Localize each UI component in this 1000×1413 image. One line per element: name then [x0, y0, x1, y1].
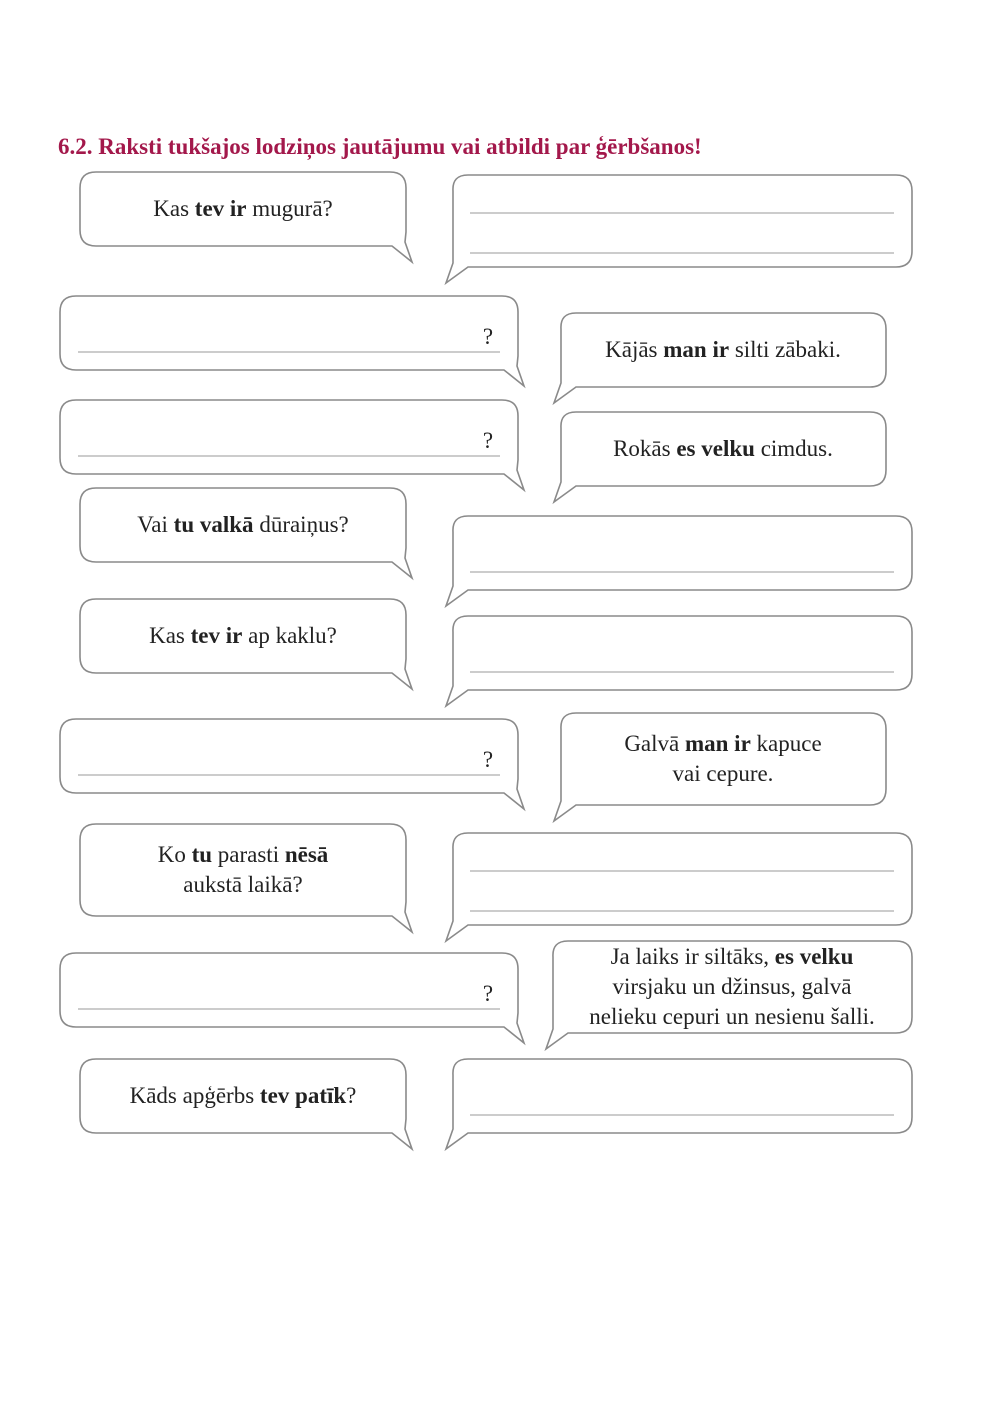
text-segment: Kājās	[605, 337, 664, 362]
text-segment: mugurā?	[246, 196, 333, 221]
speech-bubble	[446, 616, 912, 706]
bold-phrase: man ir	[684, 731, 751, 756]
text-segment: Kāds apģērbs	[129, 1083, 260, 1108]
bold-phrase: tev ir	[190, 623, 243, 648]
text-segment: kapuce	[750, 731, 822, 756]
speech-bubble	[60, 400, 524, 490]
bubble-text-line	[158, 840, 329, 870]
bubble-text	[80, 824, 406, 916]
bubble-text	[560, 713, 886, 805]
bold-phrase: es velku	[774, 944, 854, 969]
text-segment: Kas	[149, 623, 191, 648]
bubble-text	[80, 488, 406, 562]
text-segment: ?	[346, 1083, 357, 1108]
speech-bubble	[446, 1059, 912, 1149]
speech-bubble	[446, 833, 912, 941]
bubble-text-line	[153, 194, 332, 224]
text-segment: Ja laiks ir siltāks,	[610, 944, 775, 969]
speech-bubble	[446, 175, 912, 283]
speech-bubble	[60, 953, 524, 1043]
bold-phrase: tev ir	[194, 196, 247, 221]
bubble-text-line	[613, 434, 833, 464]
speech-bubble	[60, 719, 524, 809]
text-segment: dūraiņus?	[253, 512, 349, 537]
text-segment: ap kaklu?	[242, 623, 337, 648]
bubble-text	[552, 941, 912, 1033]
bubble-text	[80, 1059, 406, 1133]
bubble-text-line	[130, 1081, 357, 1111]
bold-phrase: man ir	[663, 337, 730, 362]
bubble-text-line	[137, 510, 348, 540]
bold-phrase: tu valkā	[173, 512, 254, 537]
bubble-text	[560, 313, 886, 387]
text-segment: nelieku cepuri un nesienu šalli.	[589, 1004, 875, 1029]
bold-phrase: tu	[191, 842, 213, 867]
text-segment: cimdus.	[754, 436, 833, 461]
bubble-text	[560, 412, 886, 486]
text-segment: Vai	[137, 512, 174, 537]
question-mark: ?	[482, 428, 494, 453]
bubble-text-line	[673, 759, 774, 789]
text-segment: Kas	[153, 196, 195, 221]
bubble-text-line	[611, 942, 854, 972]
bold-phrase: es velku	[676, 436, 755, 461]
bubble-text-line	[613, 972, 852, 1002]
bubble-text-line	[149, 621, 337, 651]
question-mark: ?	[482, 747, 494, 772]
bold-phrase: tev patīk	[259, 1083, 347, 1108]
page-title: 6.2. Raksti tukšajos lodziņos jautājumu vai atbildi par ģērbšanos!	[58, 134, 702, 159]
bubble-text	[80, 172, 406, 246]
text-segment: parasti	[212, 842, 285, 867]
bold-phrase: nēsā	[284, 842, 329, 867]
bubble-text-line	[183, 870, 302, 900]
speech-bubble	[60, 296, 524, 386]
bubble-text-line	[589, 1002, 875, 1032]
text-segment: Ko	[157, 842, 192, 867]
text-segment: Galvā	[624, 731, 685, 756]
question-mark: ?	[482, 324, 494, 349]
text-segment: vai cepure.	[672, 761, 774, 786]
text-segment: Rokās	[613, 436, 677, 461]
question-mark: ?	[482, 981, 494, 1006]
text-segment: silti zābaki.	[729, 337, 841, 362]
text-segment: virsjaku un džinsus, galvā	[612, 974, 852, 999]
speech-bubble	[446, 516, 912, 606]
bubble-text	[80, 599, 406, 673]
bubble-text-line	[605, 335, 841, 365]
bubble-text-line	[624, 729, 821, 759]
text-segment: aukstā laikā?	[183, 872, 303, 897]
